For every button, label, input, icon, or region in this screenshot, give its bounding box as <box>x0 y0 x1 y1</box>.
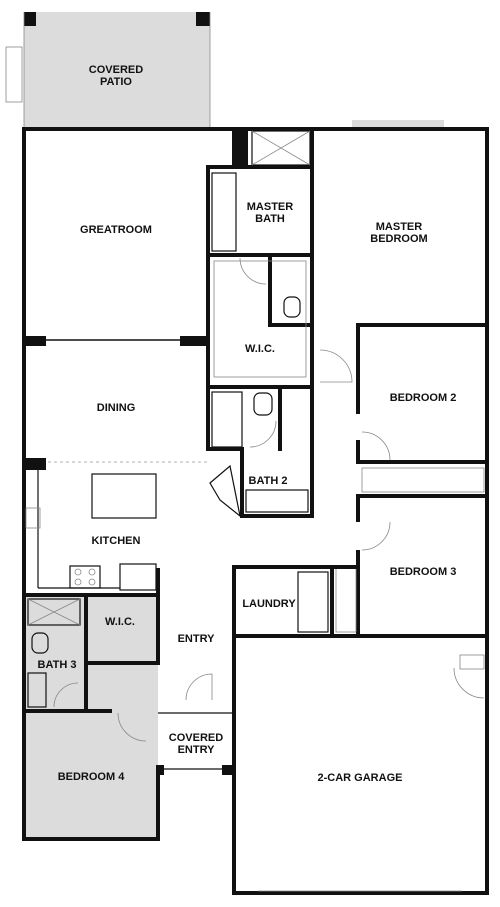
tub <box>212 173 236 251</box>
burner <box>75 569 81 575</box>
door-swing <box>250 421 276 447</box>
burner <box>89 569 95 575</box>
wic-shelf <box>214 261 306 377</box>
bedroom-4-label: BEDROOM 4 <box>57 771 125 783</box>
toilet <box>284 297 300 317</box>
pantry <box>210 466 240 516</box>
dining-label: DINING <box>96 402 136 414</box>
greatroom-label: GREATROOM <box>80 224 152 236</box>
laundry-label: LAUNDRY <box>242 598 296 610</box>
fridge <box>120 564 156 590</box>
bedroom-3-label: BEDROOM 3 <box>389 566 457 578</box>
kitchen-label: KITCHEN <box>91 535 141 547</box>
door-swing <box>362 432 390 460</box>
washer <box>298 572 328 632</box>
bath-2-tub <box>212 392 242 447</box>
range <box>70 566 100 588</box>
water-heater <box>460 655 484 669</box>
covered-entry-label: COVERED ENTRY <box>168 732 224 756</box>
master-bath-label: MASTER BATH <box>246 201 294 225</box>
bedroom-4-wic-area <box>86 595 158 663</box>
patio-post <box>196 12 210 26</box>
bedroom-4-wic-label: W.I.C. <box>105 616 135 628</box>
wall <box>208 387 312 516</box>
door-swing <box>240 258 266 284</box>
bedroom-2-label: BEDROOM 2 <box>389 392 457 404</box>
door-swing <box>320 350 352 382</box>
closet <box>336 568 356 632</box>
column <box>156 765 164 775</box>
burner <box>75 579 81 585</box>
column <box>24 336 46 346</box>
door-swing <box>454 668 484 698</box>
door-swing <box>186 674 212 700</box>
master-bedroom-label: MASTER BEDROOM <box>370 221 428 245</box>
bedroom-4-closet-area <box>86 663 158 711</box>
kitchen-island <box>92 474 156 518</box>
patio-post <box>24 12 36 26</box>
patio-bench <box>6 47 22 102</box>
covered-patio-label: COVERED PATIO <box>88 64 144 88</box>
entry-label: ENTRY <box>177 633 215 645</box>
column <box>222 765 234 775</box>
column <box>24 458 46 470</box>
bath-2-vanity <box>246 490 308 512</box>
door-swing <box>362 522 390 550</box>
column <box>180 336 208 346</box>
garage-label: 2-CAR GARAGE <box>317 772 403 784</box>
master-wic-label: W.I.C. <box>245 343 275 355</box>
column <box>232 129 248 167</box>
bath-2-toilet <box>254 393 272 415</box>
bath-3-label: BATH 3 <box>37 659 77 671</box>
bath-2-label: BATH 2 <box>248 475 288 487</box>
closet <box>362 468 484 492</box>
burner <box>89 579 95 585</box>
